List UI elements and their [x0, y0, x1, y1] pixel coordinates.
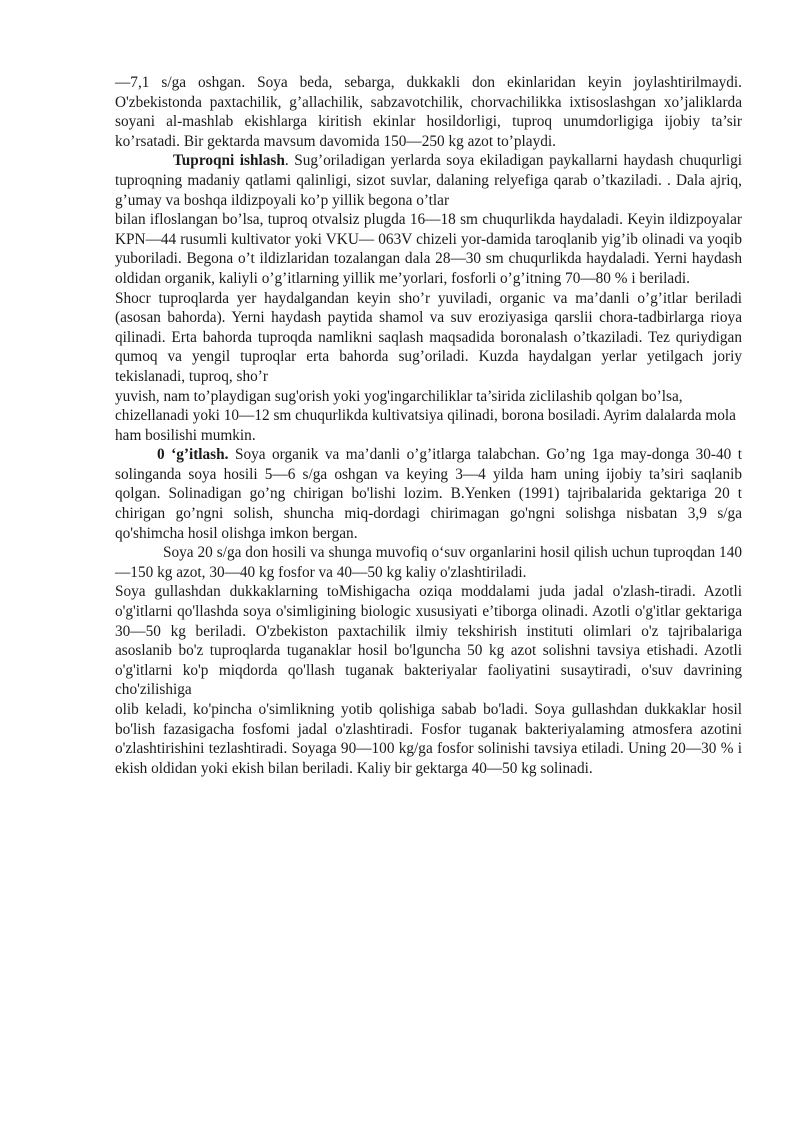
section-heading-tillage: Tuproqni ishlash	[173, 152, 285, 170]
paragraph-phosphorus	[115, 700, 742, 778]
paragraph-text: . Sug’oriladigan yerlarda soya ekiladigan paykallarni haydash chuqurligi tuproqning madaniy qatlami qalinligi, sizot suvlar, dalaning relyefiga qarab o’tkaziladi. . Dala ajriq, g’umay va boshqa ildizpoyali ko’p yillik begona o’tlar	[115, 152, 742, 209]
paragraph-text: Soya gullashdan dukkaklarning toMishigacha oziqa moddalami juda jadal o'zlash-tiradi. Azotli o'g'itlarni qo'llashda soya o'simligining biologic xususiyati e’tiborga olinadi. Azotli o'g'itlar gektariga 30—50 kg beriladi. O'zbekiston paxtachilik ilmiy tekshirish instituti olimlari o'z tajribalariga asoslanib bo'z tuproqlarda tuganaklar hosil bo'lguncha 50 kg azot solishni tavsiya etishadi. Azotli o'g'itlarni ko'p miqdorda qo'llash tuganak bakteriyalar faoliyatini susaytiradi, o'suv davrining cho'zilishiga	[115, 583, 742, 699]
paragraph-text: Soya organik va ma’danli o’g’itlarga talabchan. Go’ng 1ga may-donga 30-40 t solinganda soya hosili 5—6 s/ga oshgan va keying 3—4 yilda ham uning ijobiy ta’siri saqlanib qolgan. Solinadigan go’ng chirigan bo'lishi lozim. B.Yenken (1991) tajribalarida gektariga 20 t chirigan go’ngni solish, shuncha miq-dordagi chirimagan go'ngni solishga nisbatan 3,9 s/ga qo'shimcha hosil olishga imkon bergan.	[115, 446, 742, 542]
paragraph-compaction	[115, 387, 742, 446]
paragraph-plowing	[115, 210, 742, 288]
paragraph-text: bilan ifloslangan bo’lsa, tuproq otvalsiz plugda 16—18 sm chuqurlikda haydaladi. Keyin ildizpoyalar KPN—44 rusumli kultivator yoki VKU— 063V chizeli yor-damida taroqlanib yig’ib olinadi va yoqib yuboriladi. Begona o’t ildizlaridan tozalangan dala 28—30 sm chuqurlikda haydaladi. Yerni haydash oldidan organik, kaliyli o’g’itlarning yillik me’yorlari, fosforli o’g’itning 70—80 % i beriladi.	[115, 211, 742, 287]
paragraph-saline-soils	[115, 289, 742, 387]
paragraph-nitrogen	[115, 582, 742, 700]
paragraph-text: —7,1 s/ga oshgan. Soya beda, sebarga, dukkakli don ekinlaridan keyin joylashtirilmaydi. O'zbekistonda paxtachilik, g’allachilik, sabzavotchilik, chorvachilikka ixtisoslashgan xo’jaliklarda soyani al-mashlab ekishlarga kiritish ekinlar hosildorligi, tuproq unumdorligiga ijobiy ta’sir ko’rsatadi. Bir gektarda mavsum davomida 150—250 kg azot to’playdi.	[115, 74, 742, 150]
section-heading-fertilizing: 0 ‘g’itlash.	[157, 446, 229, 464]
paragraph-fertilizing	[115, 445, 742, 543]
paragraph-text: Shocr tuproqlarda yer haydalgandan keyin sho’r yuviladi, organic va ma’danli o’g’itlar beriladi (asosan bahorda). Yerni haydash paytida shamol va suv eroziyasiga qarslii chora-tadbirlarga rioya qilinadi. Erta bahorda tuproqda namlikni saqlash maqsadida boronalash o’tkaziladi. Tez quriydigan qumoq va yengil tuproqlar erta bahorda sug’oriladi. Kuzda haydalgan yerlar yetilgach joriy tekislanadi, tuproq, sho’r	[115, 289, 742, 385]
paragraph-text: olib keladi, ko'pincha o'simlikning yotib qolishiga sabab bo'ladi. Soya gullashdan dukkaklar hosil bo'lish fazasigacha fosfomi jadal o'zlashtiradi. Fosfor tuganak bakteriyalaming atmosfera azotini o'zlashtirishini tezlashtiradi. Soyaga 90—100 kg/ga fosfor solinishi tavsiya etiladi. Uning 20—30 % i ekish oldidan yoki ekish bilan beriladi. Kaliy bir gektarga 40—50 kg solinadi.	[115, 701, 742, 777]
paragraph-tillage	[115, 151, 742, 210]
paragraph-text: yuvish, nam to’playdigan sug'orish yoki yog'ingarchiliklar ta’sirida ziclilashib qolgan bo’lsa, chizellanadi yoki 10—12 sm chuqurlikda kultivatsiya qilinadi, borona bosiladi. Ayrim dalalarda mola ham bosilishi mumkin.	[115, 387, 736, 444]
document-page	[115, 73, 742, 778]
paragraph-text: Soya 20 s/ga don hosili va shunga muvofiq o‘suv organlarini hosil qilish uchun tuproqdan 140—150 kg azot, 30—40 kg fosfor va 40—50 kg kaliy o'zlashtiriladi.	[115, 544, 742, 581]
paragraph-nutrient-uptake	[115, 543, 742, 582]
paragraph-crop-rotation	[115, 73, 742, 151]
